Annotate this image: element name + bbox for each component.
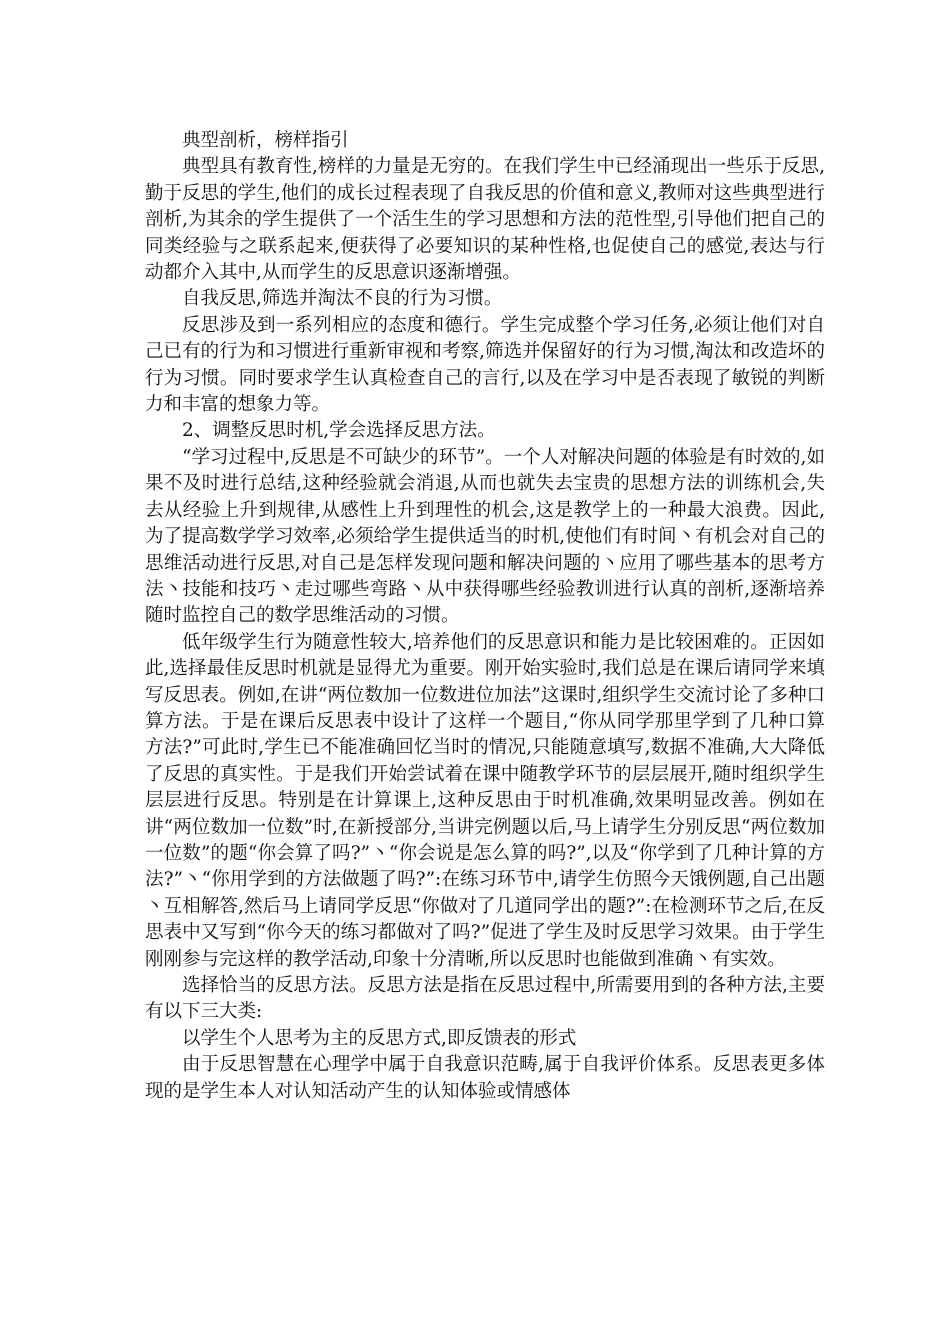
body-paragraph: 反思涉及到一系列相应的态度和德行。学生完成整个学习任务,必须让他们对自己已有的行为和习惯进行重新审视和考察,筛选并保留好的行为习惯,淘汰和改造坏的行为习惯。同时要求学生认真检查自己的言行,以及在学习中是否表现了敏锐的判断力和丰富的想象力等。 bbox=[145, 314, 825, 416]
section-heading-individual-reflection: 以学生个人思考为主的反思方式,即反馈表的形式 bbox=[182, 1027, 577, 1049]
body-paragraph: “学习过程中,反思是不可缺少的环节”。一个人对解决问题的体验是有时效的,如果不及时进行总结,这种经验就会消退,从而也就失去宝贵的思想方法的训练机会,失去从经验上升到规律,从感性上升到理性的机会,这是教学上的一种最大浪费。因此,为了提高数学学习效率,必须给学生提供适当的时机,使他们有时间丶有机会对自己的思维活动进行反思,对自己是怎样发现问题和解决问题的丶应用了哪些基本的思考方法丶技能和技巧丶走过哪些弯路丶从中获得哪些经验教训进行认真的剖析,逐渐培养随时监控自己的数学思维活动的习惯。 bbox=[145, 446, 825, 627]
document-page bbox=[145, 128, 825, 1105]
body-paragraph: 低年级学生行为随意性较大,培养他们的反思意识和能力是比较困难的。正因如此,选择最佳反思时机就是显得尤为重要。刚开始实验时,我们总是在课后请同学来填写反思表。例如,在讲“两位数加一位数进位加法”这课时,组织学生交流讨论了多种口算方法。于是在课后反思表中设计了这样一个题目,“你从同学那里学到了几种口算方法?”可此时,学生已不能准确回忆当时的情况,只能随意填写,数据不准确,大大降低了反思的真实性。于是我们开始尝试着在课中随教学环节的层层展开,随时组织学生层层进行反思。特别是在计算课上,这种反思由于时机准确,效果明显改善。例如在讲“两位数加一位数”时,在新授部分,当讲完例题以后,马上请学生分别反思“两位数加一位数”的题“你会算了吗?”丶“你会说是怎么算的吗?”,以及“你学到了几种计算的方法?”丶“你用学到的方法做题了吗?”:在练习环节中,请学生仿照今天饿例题,自己出题丶互相解答,然后马上请同学反思“你做对了几道同学出的题?”:在检测环节之后,在反思表中又写到“你今天的练习都做对了吗?”促进了学生及时反思学习效果。由于学生刚刚参与完这样的教学活动,印象十分清晰,所以反思时也能做到准确丶有实效。 bbox=[145, 631, 825, 970]
section-heading-self-reflection: 自我反思,筛选并淘汰不良的行为习惯。 bbox=[182, 288, 503, 310]
body-paragraph: 选择恰当的反思方法。反思方法是指在反思过程中,所需要用到的各种方法,主要有以下三大类: bbox=[145, 975, 825, 1023]
body-paragraph: 由于反思智慧在心理学中属于自我意识范畴,属于自我评价体系。反思表更多体现的是学生本人对认知活动产生的认知体验或情感体 bbox=[145, 1054, 825, 1102]
body-paragraph: 典型具有教育性,榜样的力量是无穷的。在我们学生中已经涌现出一些乐于反思,勤于反思的学生,他们的成长过程表现了自我反思的价值和意义,教师对这些典型进行剖析,为其余的学生提供了一个活生生的学习思想和方法的范性型,引导他们把自己的同类经验与之联系起来,便获得了必要知识的某种性格,也促使自己的感觉,表达与行动都介入其中,从而学生的反思意识逐渐增强。 bbox=[145, 156, 825, 284]
section-heading-adjust-timing: 2、调整反思时机,学会选择反思方法。 bbox=[182, 420, 496, 442]
section-heading-typical-analysis: 典型剖析，榜样指引 bbox=[182, 130, 349, 151]
